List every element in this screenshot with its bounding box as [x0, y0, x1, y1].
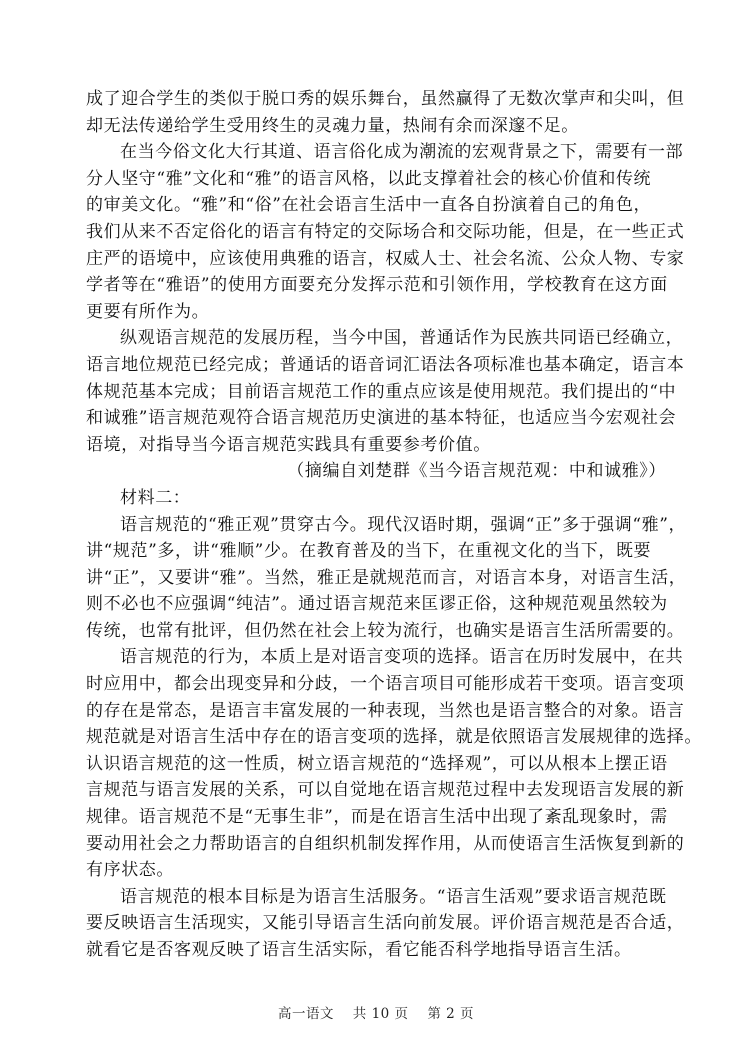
text-line: 成了迎合学生的类似于脱口秀的娱乐舞台，虽然赢得了无数次掌声和尖叫，但 — [86, 89, 685, 109]
text-line: 我们从来不否定俗化的语言有特定的交际场合和交际功能，但是，在一些正式 — [86, 221, 685, 242]
footer-subject: 高一语文 — [277, 1006, 334, 1022]
source-citation: （摘编自刘楚群《当今语言规范观：中和诚雅》） — [287, 461, 666, 482]
text-line: 就看它是否客观反映了语言生活实际，看它能否科学地指导语言生活。 — [86, 940, 632, 960]
text-line: 庄严的语境中，应该使用典雅的语言，权威人士、社会名流、公众人物、专家 — [86, 248, 685, 269]
text-line: 分人坚守“雅”文化和“雅”的语言风格，以此支撑着社会的核心价值和传统 — [86, 168, 652, 189]
section-heading: 材料二： — [120, 487, 191, 508]
text-line: 传统，也常有批评，但仍然在社会上较为流行，也确实是语言生活所需要的。 — [86, 620, 685, 641]
footer-page-number: 第 2 页 — [427, 1006, 475, 1022]
text-line: 和诚雅”语言规范观符合语言规范历史演进的基本特征，也适应当今宏观社会 — [86, 408, 677, 429]
text-line: 要反映语言生活现实，又能引导语言生活向前发展。评价语言规范是否合适， — [86, 913, 685, 934]
paragraph-start: 纵观语言规范的发展历程，当今中国，普通话作为民族共同语已经确立， — [120, 328, 684, 349]
text-line: 更要有所作为。 — [86, 301, 210, 322]
text-line: 却无法传递给学生受用终生的灵魂力量，热闹有余而深邃不足。 — [86, 115, 579, 136]
text-line: 认识语言规范的这一性质，树立语言规范的“选择观”，可以从根本上摆正语 — [86, 753, 668, 774]
text-line: 有序状态。 — [86, 860, 174, 881]
text-line: 的审美文化。“雅”和“俗”在社会语言生活中一直各自扮演着自己的角色， — [86, 195, 652, 216]
text-line: 的存在是常态，是语言丰富发展的一种表现，当然也是语言整合的对象。语言 — [86, 700, 685, 721]
text-line: 言规范与语言发展的关系，可以自觉地在语言规范过程中去发现语言发展的新 — [86, 780, 685, 801]
text-line: 规律。语言规范不是“无事生非”，而是在语言生活中出现了紊乱现象时，需 — [86, 807, 668, 828]
document-body — [86, 86, 702, 964]
text-line: 要动用社会之力帮助语言的自组织机制发挥作用，从而使语言生活恢复到新的 — [86, 833, 685, 854]
paragraph-start: 语言规范的根本目标是为语言生活服务。“语言生活观”要求语言规范既 — [120, 886, 667, 907]
footer-total-pages: 共 10 页 — [352, 1006, 409, 1022]
text-line: 则不必也不应强调“纯洁”。通过语言规范来匡谬正俗，这种规范观虽然较为 — [86, 594, 668, 615]
text-line: 学者等在“雅语”的使用方面要充分发挥示范和引领作用，学校教育在这方面 — [86, 275, 668, 296]
paragraph-start: 语言规范的行为，本质上是对语言变项的选择。语言在历时发展中，在共 — [120, 647, 684, 668]
text-line: 讲“规范”多，讲“雅顺”少。在教育普及的当下，在重视文化的当下，既要 — [86, 541, 652, 562]
text-line: 语境，对指导当今语言规范实践具有重要参考价值。 — [86, 434, 491, 455]
paragraph-start: 在当今俗文化大行其道、语言俗化成为潮流的宏观背景之下，需要有一部 — [120, 142, 684, 163]
text-line: 时应用中，都会出现变异和分歧，一个语言项目可能形成若干变项。语言变项 — [86, 674, 685, 695]
page-footer — [0, 1002, 752, 1022]
text-line: 体规范基本完成；目前语言规范工作的重点应该是使用规范。我们提出的“中 — [86, 381, 677, 402]
paragraph-start: 语言规范的“雅正观”贯穿古今。现代汉语时期，强调“正”多于强调“雅”， — [120, 514, 687, 535]
text-line: 语言地位规范已经完成；普通话的语音词汇语法各项标准也基本确定，语言本 — [86, 354, 685, 375]
text-line: 讲“正”，又要讲“雅”。当然，雅正是就规范而言，对语言本身，对语言生活， — [86, 567, 687, 588]
text-line: 规范就是对语言生活中存在的语言变项的选择，就是依照语言发展规律的选择。 — [86, 727, 702, 748]
